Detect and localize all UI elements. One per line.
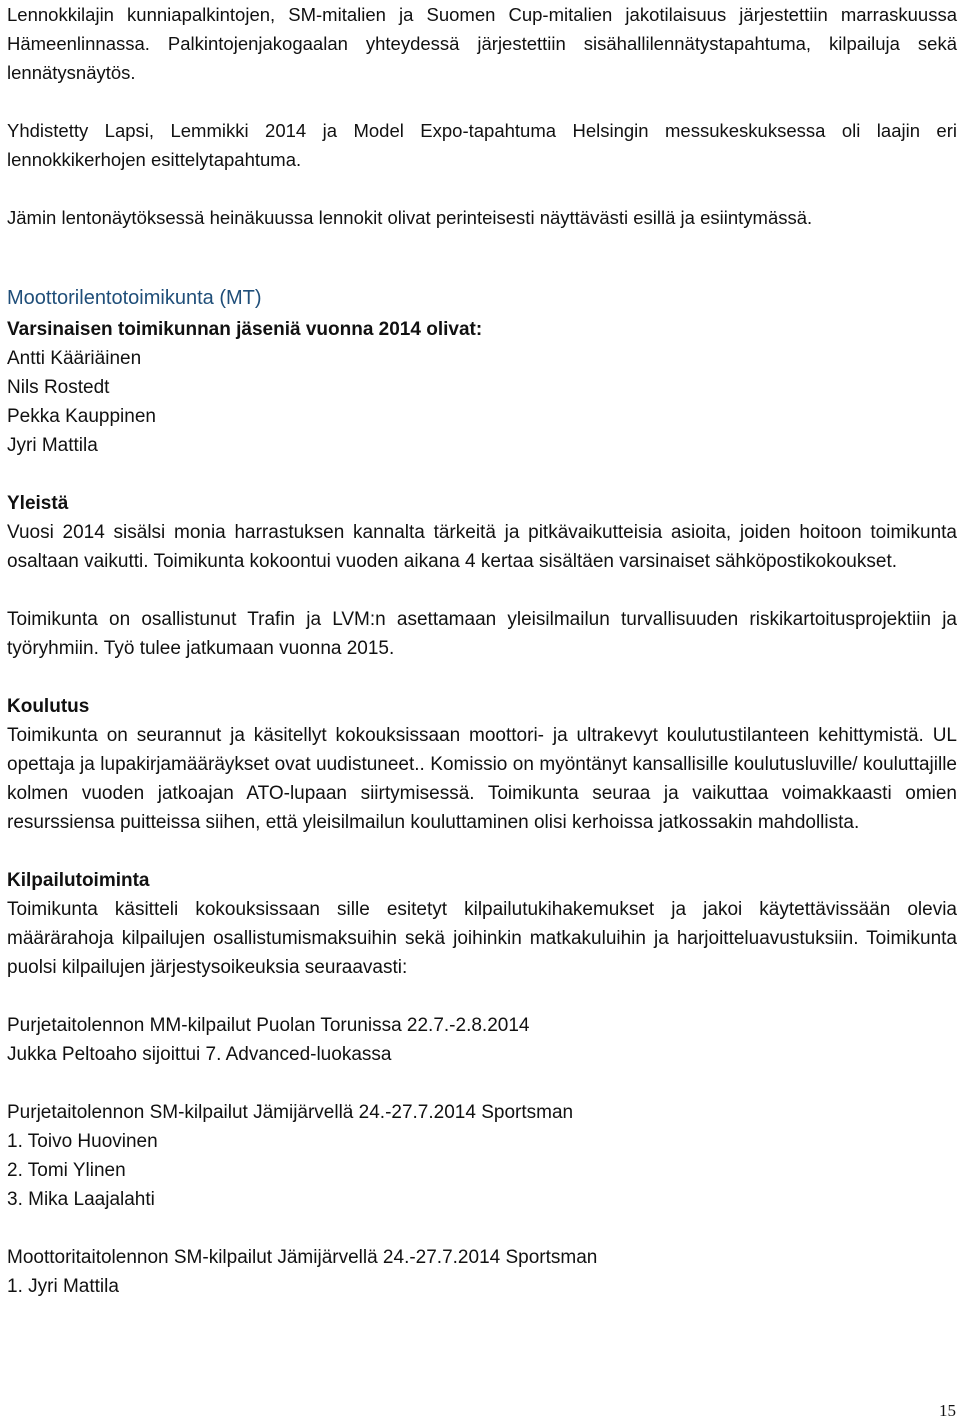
- intro-paragraph-expo: Yhdistetty Lapsi, Lemmikki 2014 ja Model Expo-tapahtuma Helsingin messukeskuksessa oli laajin eri lennokkikerhojen esittelytapahtuma.: [7, 120, 957, 170]
- member-name: Antti Kääriäinen: [7, 348, 142, 369]
- member-name: Jyri Mattila: [7, 435, 98, 456]
- result-line: 2. Tomi Ylinen: [7, 1160, 126, 1181]
- training-paragraph: Toimikunta on seurannut ja käsitellyt kokouksissaan moottori- ja ultrakevyt koulutustilanteen kehittymistä. UL opettaja ja lupakirjamääräykset ovat uudistuneet.. Komissio on myöntänyt kansallisille koulutusluville/ kouluttajille kolmen vuoden jatkoajan ATO-lupaan siirtymisessä. Toimikunta seuraa ja vaikuttaa voimakkaasti omien resurssiensa puitteissa siihen, että yleisilmailun kouluttaminen olisi kerhoissa jatkossakin mahdollista.: [7, 725, 957, 833]
- general-paragraph-2: Toimikunta on osallistunut Trafin ja LVM:n asettamaan yleisilmailun turvallisuuden riskikartoitusprojektiin ja työryhmiin. Työ tulee jatkumaan vuonna 2015.: [7, 609, 957, 659]
- member-name: Nils Rostedt: [7, 377, 110, 398]
- result-event: Purjetaitolennon SM-kilpailut Jämijärvellä 24.-27.7.2014 Sportsman: [7, 1102, 574, 1123]
- result-line: 1. Jyri Mattila: [7, 1276, 119, 1297]
- result-line: 1. Toivo Huovinen: [7, 1131, 158, 1152]
- section-title: Moottorilentotoimikunta (MT): [7, 287, 262, 309]
- result-block: [7, 1243, 957, 1301]
- members-heading: Varsinaisen toimikunnan jäseniä vuonna 2014 olivat:: [7, 319, 483, 340]
- intro-paragraph-jami: Jämin lentonäytöksessä heinäkuussa lennokit olivat perinteisesti näyttävästi esillä ja esiintymässä.: [7, 207, 813, 228]
- training-heading: Koulutus: [7, 696, 90, 717]
- result-event: Purjetaitolennon MM-kilpailut Puolan Torunissa 22.7.-2.8.2014: [7, 1015, 530, 1036]
- result-block: [7, 1098, 957, 1214]
- result-line: 3. Mika Laajalahti: [7, 1189, 155, 1210]
- result-event: Moottoritaitolennon SM-kilpailut Jämijärvellä 24.-27.7.2014 Sportsman: [7, 1247, 598, 1268]
- members-list: [7, 344, 957, 460]
- competition-paragraph: Toimikunta käsitteli kokouksissaan sille esitetyt kilpailutukihakemukset ja jakoi käytettävissään olevia määrärahoja kilpailujen osallistumismaksuihin sekä joihinkin matkakuluihin ja harjoitteluavustuksiin. Toimikunta puolsi kilpailujen järjestysoikeuksia seuraavasti:: [7, 899, 957, 978]
- intro-paragraph-awards: Lennokkilajin kunniapalkintojen, SM-mitalien ja Suomen Cup-mitalien jakotilaisuus järjestettiin marraskuussa Hämeenlinnassa. Palkintojenjakogaalan yhteydessä järjestettiin sisähallilennätystapahtuma, kilpailuja sekä lennätysnäytös.: [7, 4, 957, 83]
- member-name: Pekka Kauppinen: [7, 406, 156, 427]
- result-line: Jukka Peltoaho sijoittui 7. Advanced-luokassa: [7, 1044, 392, 1065]
- competition-heading: Kilpailutoiminta: [7, 870, 150, 891]
- general-paragraph-1: Vuosi 2014 sisälsi monia harrastuksen kannalta tärkeitä ja pitkävaikutteisia asioita, joiden hoitoon toimikunta osaltaan vaikutti. Toimikunta kokoontui vuoden aikana 4 kertaa sisältäen varsinaiset sähköpostikokoukset.: [7, 522, 957, 572]
- page-number: 15: [939, 1401, 956, 1420]
- general-heading: Yleistä: [7, 493, 69, 514]
- document-page: [7, 0, 957, 1301]
- result-block: [7, 1011, 957, 1069]
